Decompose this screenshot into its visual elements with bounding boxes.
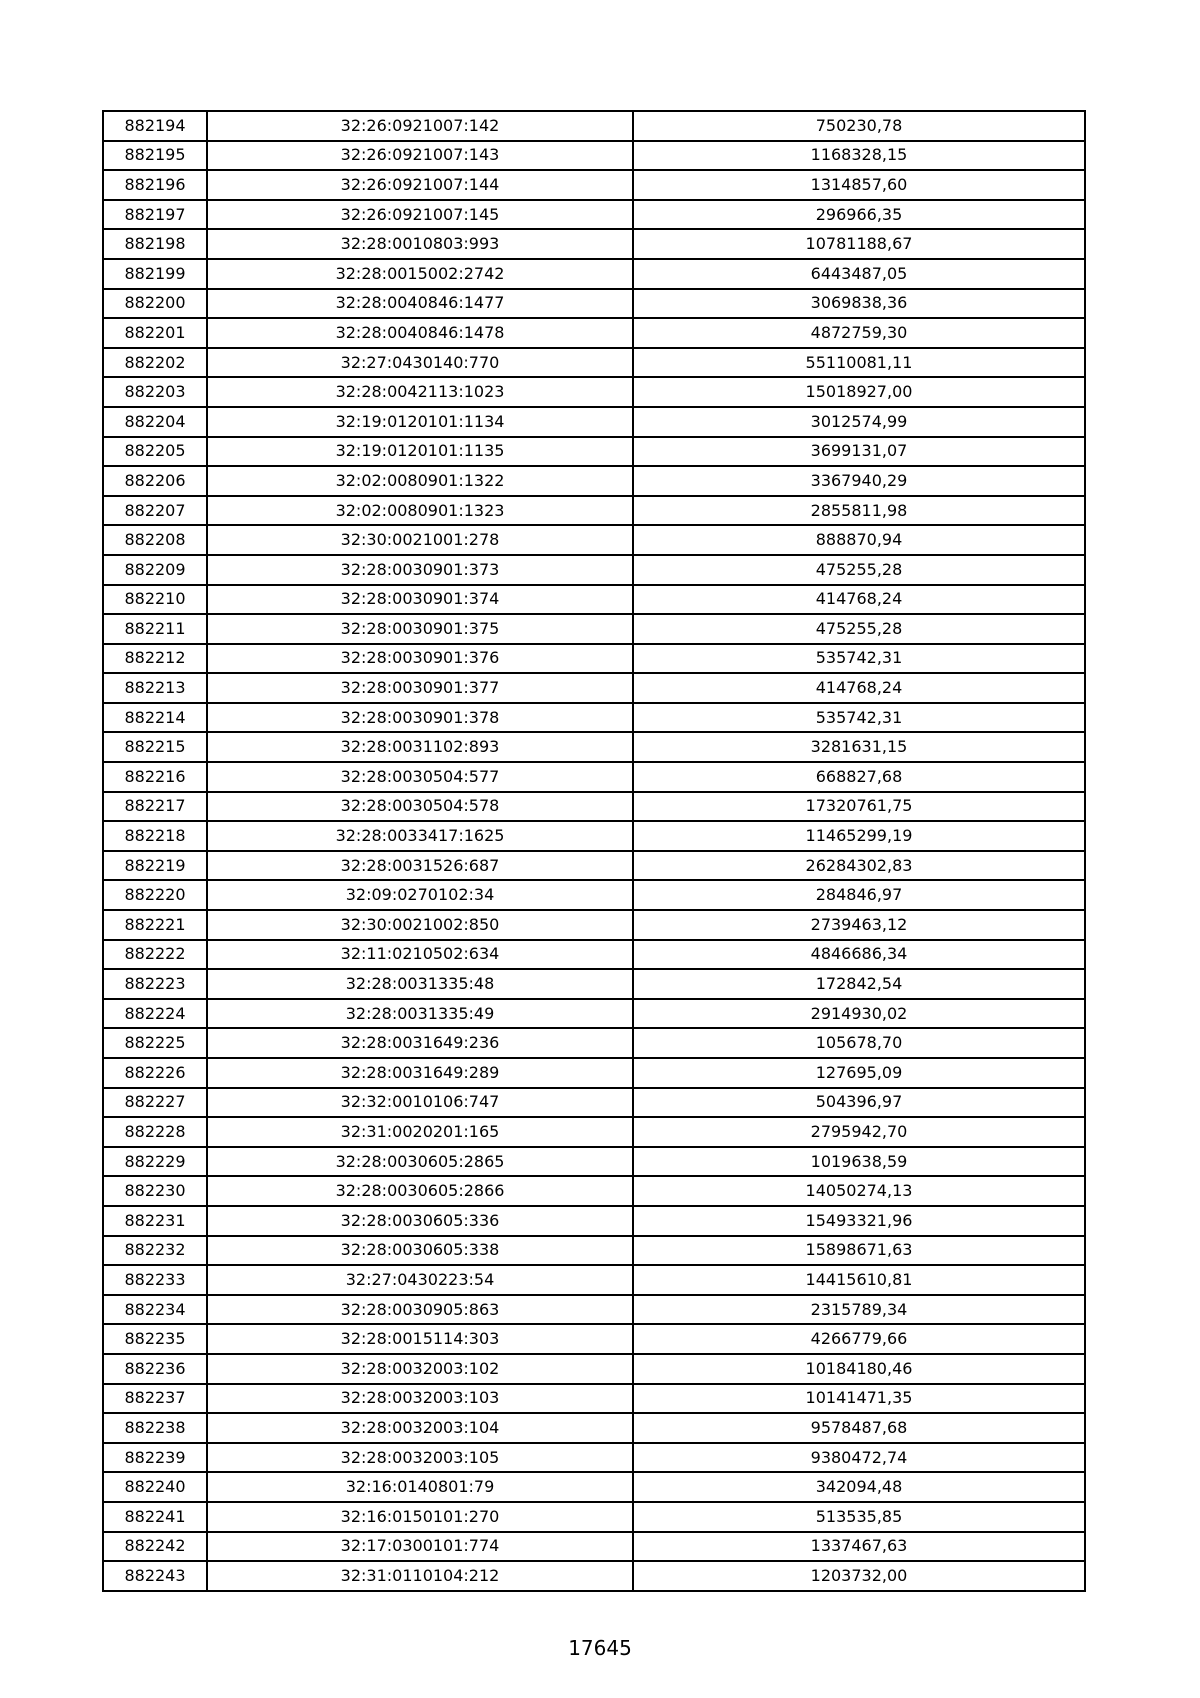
cadastral-number-cell: 32:28:0030901:373 bbox=[207, 555, 633, 585]
value-cell: 3699131,07 bbox=[633, 437, 1085, 467]
row-number-cell: 882228 bbox=[103, 1117, 207, 1147]
row-number-cell: 882195 bbox=[103, 141, 207, 171]
cadastral-number-cell: 32:28:0031649:289 bbox=[207, 1058, 633, 1088]
row-number-cell: 882239 bbox=[103, 1443, 207, 1473]
table-row bbox=[103, 1206, 1085, 1236]
row-number-cell: 882217 bbox=[103, 792, 207, 822]
row-number-cell: 882211 bbox=[103, 614, 207, 644]
row-number-cell: 882209 bbox=[103, 555, 207, 585]
table-row bbox=[103, 585, 1085, 615]
value-cell: 26284302,83 bbox=[633, 851, 1085, 881]
row-number-cell: 882238 bbox=[103, 1413, 207, 1443]
value-cell: 535742,31 bbox=[633, 644, 1085, 674]
cadastral-number-cell: 32:27:0430140:770 bbox=[207, 348, 633, 378]
table-row bbox=[103, 880, 1085, 910]
value-cell: 4872759,30 bbox=[633, 318, 1085, 348]
cadastral-number-cell: 32:09:0270102:34 bbox=[207, 880, 633, 910]
cadastral-number-cell: 32:28:0030504:578 bbox=[207, 792, 633, 822]
value-cell: 15018927,00 bbox=[633, 377, 1085, 407]
cadastral-number-cell: 32:28:0031335:48 bbox=[207, 969, 633, 999]
table-row bbox=[103, 1058, 1085, 1088]
row-number-cell: 882219 bbox=[103, 851, 207, 881]
cadastral-number-cell: 32:28:0030605:338 bbox=[207, 1236, 633, 1266]
table-row bbox=[103, 437, 1085, 467]
cadastral-number-cell: 32:28:0030901:375 bbox=[207, 614, 633, 644]
table-row bbox=[103, 111, 1085, 141]
value-cell: 1203732,00 bbox=[633, 1561, 1085, 1591]
row-number-cell: 882196 bbox=[103, 170, 207, 200]
table-row bbox=[103, 1502, 1085, 1532]
cadastral-number-cell: 32:16:0140801:79 bbox=[207, 1472, 633, 1502]
row-number-cell: 882206 bbox=[103, 466, 207, 496]
value-cell: 1337467,63 bbox=[633, 1532, 1085, 1562]
row-number-cell: 882200 bbox=[103, 289, 207, 319]
value-cell: 127695,09 bbox=[633, 1058, 1085, 1088]
table-row bbox=[103, 732, 1085, 762]
value-cell: 3012574,99 bbox=[633, 407, 1085, 437]
row-number-cell: 882204 bbox=[103, 407, 207, 437]
value-cell: 10141471,35 bbox=[633, 1384, 1085, 1414]
table-row bbox=[103, 673, 1085, 703]
row-number-cell: 882210 bbox=[103, 585, 207, 615]
registry-table bbox=[102, 110, 1086, 1592]
value-cell: 172842,54 bbox=[633, 969, 1085, 999]
value-cell: 10184180,46 bbox=[633, 1354, 1085, 1384]
table-row bbox=[103, 407, 1085, 437]
value-cell: 1314857,60 bbox=[633, 170, 1085, 200]
row-number-cell: 882233 bbox=[103, 1265, 207, 1295]
table-row bbox=[103, 1443, 1085, 1473]
value-cell: 4266779,66 bbox=[633, 1324, 1085, 1354]
value-cell: 15493321,96 bbox=[633, 1206, 1085, 1236]
value-cell: 11465299,19 bbox=[633, 821, 1085, 851]
value-cell: 2914930,02 bbox=[633, 999, 1085, 1029]
row-number-cell: 882229 bbox=[103, 1147, 207, 1177]
row-number-cell: 882212 bbox=[103, 644, 207, 674]
table-row bbox=[103, 348, 1085, 378]
table-row bbox=[103, 1561, 1085, 1591]
table-row bbox=[103, 940, 1085, 970]
value-cell: 15898671,63 bbox=[633, 1236, 1085, 1266]
row-number-cell: 882231 bbox=[103, 1206, 207, 1236]
table-row bbox=[103, 525, 1085, 555]
table-row bbox=[103, 969, 1085, 999]
cadastral-number-cell: 32:28:0010803:993 bbox=[207, 229, 633, 259]
cadastral-number-cell: 32:19:0120101:1134 bbox=[207, 407, 633, 437]
cadastral-number-cell: 32:30:0021001:278 bbox=[207, 525, 633, 555]
table-row bbox=[103, 289, 1085, 319]
cadastral-number-cell: 32:17:0300101:774 bbox=[207, 1532, 633, 1562]
value-cell: 1168328,15 bbox=[633, 141, 1085, 171]
table-row bbox=[103, 851, 1085, 881]
row-number-cell: 882223 bbox=[103, 969, 207, 999]
value-cell: 513535,85 bbox=[633, 1502, 1085, 1532]
cadastral-number-cell: 32:16:0150101:270 bbox=[207, 1502, 633, 1532]
value-cell: 414768,24 bbox=[633, 673, 1085, 703]
row-number-cell: 882225 bbox=[103, 1028, 207, 1058]
row-number-cell: 882224 bbox=[103, 999, 207, 1029]
cadastral-number-cell: 32:28:0030901:378 bbox=[207, 703, 633, 733]
cadastral-number-cell: 32:26:0921007:142 bbox=[207, 111, 633, 141]
value-cell: 14415610,81 bbox=[633, 1265, 1085, 1295]
cadastral-number-cell: 32:28:0030901:377 bbox=[207, 673, 633, 703]
value-cell: 342094,48 bbox=[633, 1472, 1085, 1502]
table-row bbox=[103, 1147, 1085, 1177]
row-number-cell: 882237 bbox=[103, 1384, 207, 1414]
cadastral-number-cell: 32:28:0031335:49 bbox=[207, 999, 633, 1029]
cadastral-number-cell: 32:28:0032003:103 bbox=[207, 1384, 633, 1414]
row-number-cell: 882207 bbox=[103, 496, 207, 526]
table-row bbox=[103, 792, 1085, 822]
value-cell: 2795942,70 bbox=[633, 1117, 1085, 1147]
cadastral-number-cell: 32:28:0030605:2865 bbox=[207, 1147, 633, 1177]
value-cell: 668827,68 bbox=[633, 762, 1085, 792]
table-row bbox=[103, 377, 1085, 407]
value-cell: 17320761,75 bbox=[633, 792, 1085, 822]
cadastral-number-cell: 32:32:0010106:747 bbox=[207, 1088, 633, 1118]
table-row bbox=[103, 318, 1085, 348]
table-row bbox=[103, 1354, 1085, 1384]
cadastral-number-cell: 32:28:0030905:863 bbox=[207, 1295, 633, 1325]
cadastral-number-cell: 32:28:0040846:1478 bbox=[207, 318, 633, 348]
cadastral-number-cell: 32:28:0032003:102 bbox=[207, 1354, 633, 1384]
row-number-cell: 882226 bbox=[103, 1058, 207, 1088]
row-number-cell: 882241 bbox=[103, 1502, 207, 1532]
value-cell: 284846,97 bbox=[633, 880, 1085, 910]
value-cell: 105678,70 bbox=[633, 1028, 1085, 1058]
cadastral-number-cell: 32:31:0020201:165 bbox=[207, 1117, 633, 1147]
row-number-cell: 882240 bbox=[103, 1472, 207, 1502]
row-number-cell: 882205 bbox=[103, 437, 207, 467]
cadastral-number-cell: 32:28:0015114:303 bbox=[207, 1324, 633, 1354]
cadastral-number-cell: 32:27:0430223:54 bbox=[207, 1265, 633, 1295]
cadastral-number-cell: 32:28:0015002:2742 bbox=[207, 259, 633, 289]
cadastral-number-cell: 32:28:0031526:687 bbox=[207, 851, 633, 881]
table-row bbox=[103, 1413, 1085, 1443]
row-number-cell: 882230 bbox=[103, 1176, 207, 1206]
value-cell: 2739463,12 bbox=[633, 910, 1085, 940]
cadastral-number-cell: 32:28:0042113:1023 bbox=[207, 377, 633, 407]
table-row bbox=[103, 555, 1085, 585]
value-cell: 3367940,29 bbox=[633, 466, 1085, 496]
row-number-cell: 882194 bbox=[103, 111, 207, 141]
table-row bbox=[103, 1472, 1085, 1502]
row-number-cell: 882197 bbox=[103, 200, 207, 230]
table-row bbox=[103, 229, 1085, 259]
cadastral-number-cell: 32:28:0033417:1625 bbox=[207, 821, 633, 851]
row-number-cell: 882213 bbox=[103, 673, 207, 703]
row-number-cell: 882221 bbox=[103, 910, 207, 940]
table-row bbox=[103, 644, 1085, 674]
cadastral-number-cell: 32:31:0110104:212 bbox=[207, 1561, 633, 1591]
table-row bbox=[103, 999, 1085, 1029]
table-row bbox=[103, 1117, 1085, 1147]
cadastral-number-cell: 32:30:0021002:850 bbox=[207, 910, 633, 940]
table-row bbox=[103, 1088, 1085, 1118]
row-number-cell: 882236 bbox=[103, 1354, 207, 1384]
table-row bbox=[103, 1265, 1085, 1295]
cadastral-number-cell: 32:28:0032003:105 bbox=[207, 1443, 633, 1473]
value-cell: 3069838,36 bbox=[633, 289, 1085, 319]
cadastral-number-cell: 32:28:0030901:374 bbox=[207, 585, 633, 615]
value-cell: 475255,28 bbox=[633, 614, 1085, 644]
table-row bbox=[103, 1028, 1085, 1058]
value-cell: 535742,31 bbox=[633, 703, 1085, 733]
cadastral-number-cell: 32:02:0080901:1322 bbox=[207, 466, 633, 496]
row-number-cell: 882235 bbox=[103, 1324, 207, 1354]
row-number-cell: 882234 bbox=[103, 1295, 207, 1325]
cadastral-number-cell: 32:28:0031649:236 bbox=[207, 1028, 633, 1058]
table-row bbox=[103, 910, 1085, 940]
value-cell: 414768,24 bbox=[633, 585, 1085, 615]
cadastral-number-cell: 32:26:0921007:144 bbox=[207, 170, 633, 200]
table-row bbox=[103, 1324, 1085, 1354]
cadastral-number-cell: 32:28:0031102:893 bbox=[207, 732, 633, 762]
row-number-cell: 882203 bbox=[103, 377, 207, 407]
row-number-cell: 882218 bbox=[103, 821, 207, 851]
cadastral-number-cell: 32:28:0030504:577 bbox=[207, 762, 633, 792]
cadastral-number-cell: 32:28:0030901:376 bbox=[207, 644, 633, 674]
table-row bbox=[103, 703, 1085, 733]
value-cell: 296966,35 bbox=[633, 200, 1085, 230]
row-number-cell: 882232 bbox=[103, 1236, 207, 1266]
value-cell: 6443487,05 bbox=[633, 259, 1085, 289]
value-cell: 2315789,34 bbox=[633, 1295, 1085, 1325]
value-cell: 475255,28 bbox=[633, 555, 1085, 585]
registry-table-body bbox=[103, 111, 1085, 1591]
cadastral-number-cell: 32:26:0921007:145 bbox=[207, 200, 633, 230]
table-row bbox=[103, 821, 1085, 851]
value-cell: 9380472,74 bbox=[633, 1443, 1085, 1473]
row-number-cell: 882198 bbox=[103, 229, 207, 259]
cadastral-number-cell: 32:28:0032003:104 bbox=[207, 1413, 633, 1443]
value-cell: 55110081,11 bbox=[633, 348, 1085, 378]
page-number: 17645 bbox=[568, 1636, 632, 1660]
table-row bbox=[103, 614, 1085, 644]
row-number-cell: 882227 bbox=[103, 1088, 207, 1118]
table-row bbox=[103, 1236, 1085, 1266]
cadastral-number-cell: 32:28:0030605:2866 bbox=[207, 1176, 633, 1206]
value-cell: 504396,97 bbox=[633, 1088, 1085, 1118]
table-row bbox=[103, 1384, 1085, 1414]
row-number-cell: 882208 bbox=[103, 525, 207, 555]
value-cell: 14050274,13 bbox=[633, 1176, 1085, 1206]
value-cell: 4846686,34 bbox=[633, 940, 1085, 970]
table-row bbox=[103, 141, 1085, 171]
cadastral-number-cell: 32:28:0040846:1477 bbox=[207, 289, 633, 319]
row-number-cell: 882216 bbox=[103, 762, 207, 792]
row-number-cell: 882215 bbox=[103, 732, 207, 762]
table-row bbox=[103, 200, 1085, 230]
table-row bbox=[103, 466, 1085, 496]
row-number-cell: 882242 bbox=[103, 1532, 207, 1562]
table-row bbox=[103, 170, 1085, 200]
row-number-cell: 882243 bbox=[103, 1561, 207, 1591]
table-row bbox=[103, 1295, 1085, 1325]
value-cell: 3281631,15 bbox=[633, 732, 1085, 762]
value-cell: 2855811,98 bbox=[633, 496, 1085, 526]
row-number-cell: 882201 bbox=[103, 318, 207, 348]
cadastral-number-cell: 32:19:0120101:1135 bbox=[207, 437, 633, 467]
cadastral-number-cell: 32:02:0080901:1323 bbox=[207, 496, 633, 526]
value-cell: 888870,94 bbox=[633, 525, 1085, 555]
value-cell: 9578487,68 bbox=[633, 1413, 1085, 1443]
table-row bbox=[103, 1176, 1085, 1206]
cadastral-number-cell: 32:26:0921007:143 bbox=[207, 141, 633, 171]
row-number-cell: 882220 bbox=[103, 880, 207, 910]
row-number-cell: 882202 bbox=[103, 348, 207, 378]
cadastral-number-cell: 32:28:0030605:336 bbox=[207, 1206, 633, 1236]
table-row bbox=[103, 496, 1085, 526]
value-cell: 750230,78 bbox=[633, 111, 1085, 141]
table-row bbox=[103, 1532, 1085, 1562]
value-cell: 10781188,67 bbox=[633, 229, 1085, 259]
value-cell: 1019638,59 bbox=[633, 1147, 1085, 1177]
row-number-cell: 882222 bbox=[103, 940, 207, 970]
cadastral-number-cell: 32:11:0210502:634 bbox=[207, 940, 633, 970]
row-number-cell: 882199 bbox=[103, 259, 207, 289]
row-number-cell: 882214 bbox=[103, 703, 207, 733]
table-row bbox=[103, 259, 1085, 289]
table-row bbox=[103, 762, 1085, 792]
